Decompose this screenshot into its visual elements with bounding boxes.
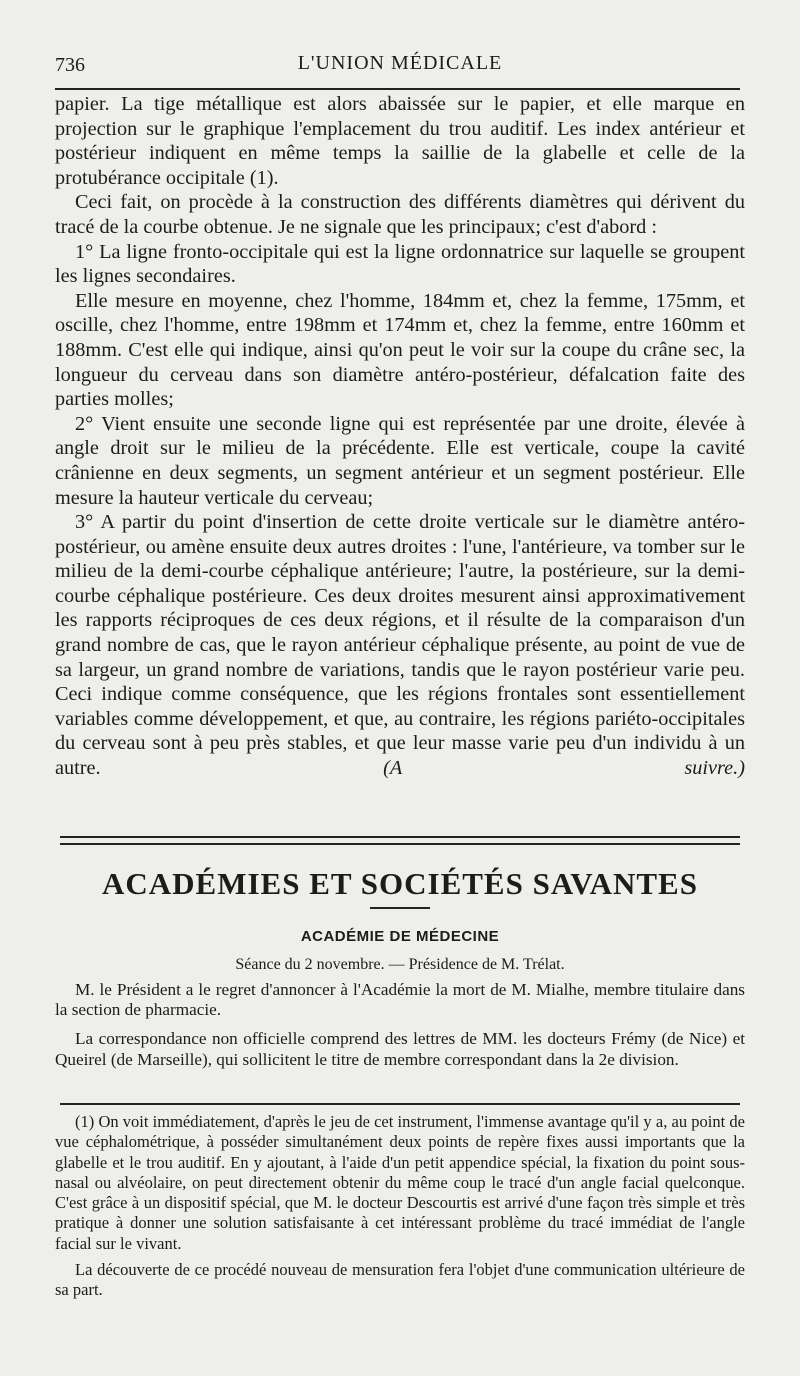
article-paragraph: 2° Vient ensuite une seconde ligne qui est représentée par une droite, élevée à angle droit sur le milieu de la précédente. Elle est verticale, coupe la cavité crânienne en deux segments, un segment antérieur et un segment postérieur. Elle mesure la hauteur verticale du cerveau; [55, 412, 745, 509]
session-line: Séance du 2 novembre. — Présidence de M. Trélat. [235, 956, 565, 973]
article-paragraph: Ceci fait, on procède à la construction des différents diamètres qui dérivent du tracé de la courbe obtenue. Je ne signale que les principaux; c'est d'abord : [55, 191, 745, 238]
to-be-continued: (A suivre.) [383, 757, 745, 780]
section-title: ACADÉMIES ET SOCIÉTÉS SAVANTES [102, 866, 698, 901]
section-title-rule [370, 907, 430, 909]
footnote-paragraph: La découverte de ce procédé nouveau de mensuration fera l'objet d'une communication ultérieure de sa part. [55, 1260, 745, 1300]
footnote-paragraph: (1) On voit immédiatement, d'après le jeu de cet instrument, l'immense avantage qu'il y a, au point de vue céphalométrique, à posséder simultanément deux points de repère fixes aussi importants que la glabelle et le trou auditif. En y ajoutant, à l'aide d'un petit appendice spécial, la fixation du point sous-nasal ou alvéolaire, on peut directement obtenir du même coup le tracé d'un angle facial quelconque. C'est grâce à un dispositif spécial, que M. le docteur Descourtis est arrivé d'une façon très simple et très pratique à donner une solution satisfaisante à cet intéressant problème du tracé immédiat de l'angle facial sur le vivant. [55, 1112, 745, 1253]
article-paragraph-last [55, 510, 745, 781]
page-number: 736 [55, 54, 85, 76]
article-paragraph-text: 3° A partir du point d'insertion de cette droite verticale sur le diamètre antéro-postérieur, ou amène ensuite deux autres droites : l'une, l'antérieure, va tomber sur le milieu de la demi-courbe céphalique antérieure; l'autre, la postérieure, sur la demi-courbe céphalique postérieure. Ces deux droites mesurent ainsi approximativement les rapports réciproques de ces deux régions, et il résulte de la comparaison d'un grand nombre de cas, que le rayon antérieur céphalique présente, au point de vue de sa largeur, un grand nombre de variations, tandis que le rayon postérieur varie peu. Ceci indique comme conséquence, que les régions frontales sont essentiellement variables comme développement, et que, au contraire, les régions pariéto-occipitales du cerveau sont à peu près stables, et que leur masse varie peu d'un individu à un autre. [55, 511, 745, 780]
section-double-rule [60, 836, 740, 845]
report-paragraph: La correspondance non officielle comprend des lettres de MM. les docteurs Frémy (de Nice) et Queirel (de Marseille), qui sollicitent le titre de membre correspondant dans la 2e division. [55, 1029, 745, 1069]
session-report [55, 980, 745, 1079]
article-paragraph: Elle mesure en moyenne, chez l'homme, 184mm et, chez la femme, 175mm, et oscille, chez l'homme, entre 198mm et 174mm et, chez la femme, entre 160mm et 188mm. C'est elle qui indique, ainsi qu'on peut le voir sur la coupe du crâne sec, la longueur du cerveau dans son diamètre antéro-postérieur, défalcation faite des parties molles; [55, 289, 745, 411]
article-paragraph: 1° La ligne fronto-occipitale qui est la ligne ordonnatrice sur laquelle se groupent les lignes secondaires. [55, 240, 745, 288]
footnote [55, 1112, 745, 1307]
footnote-rule [60, 1103, 740, 1105]
journal-title: L'UNION MÉDICALE [297, 52, 503, 74]
header-rule [55, 88, 740, 90]
report-paragraph: M. le Président a le regret d'annoncer à l'Académie la mort de M. Mialhe, membre titulaire dans la section de pharmacie. [55, 980, 745, 1020]
article-paragraph: papier. La tige métallique est alors abaissée sur le papier, et elle marque en projection sur le graphique l'emplacement du trou auditif. Les index antérieur et postérieur indiquent en même temps la saillie de la glabelle et celle de la protubérance occipitale (1). [55, 93, 745, 189]
section-subtitle: ACADÉMIE DE MÉDECINE [300, 928, 500, 945]
article-body [55, 92, 745, 781]
